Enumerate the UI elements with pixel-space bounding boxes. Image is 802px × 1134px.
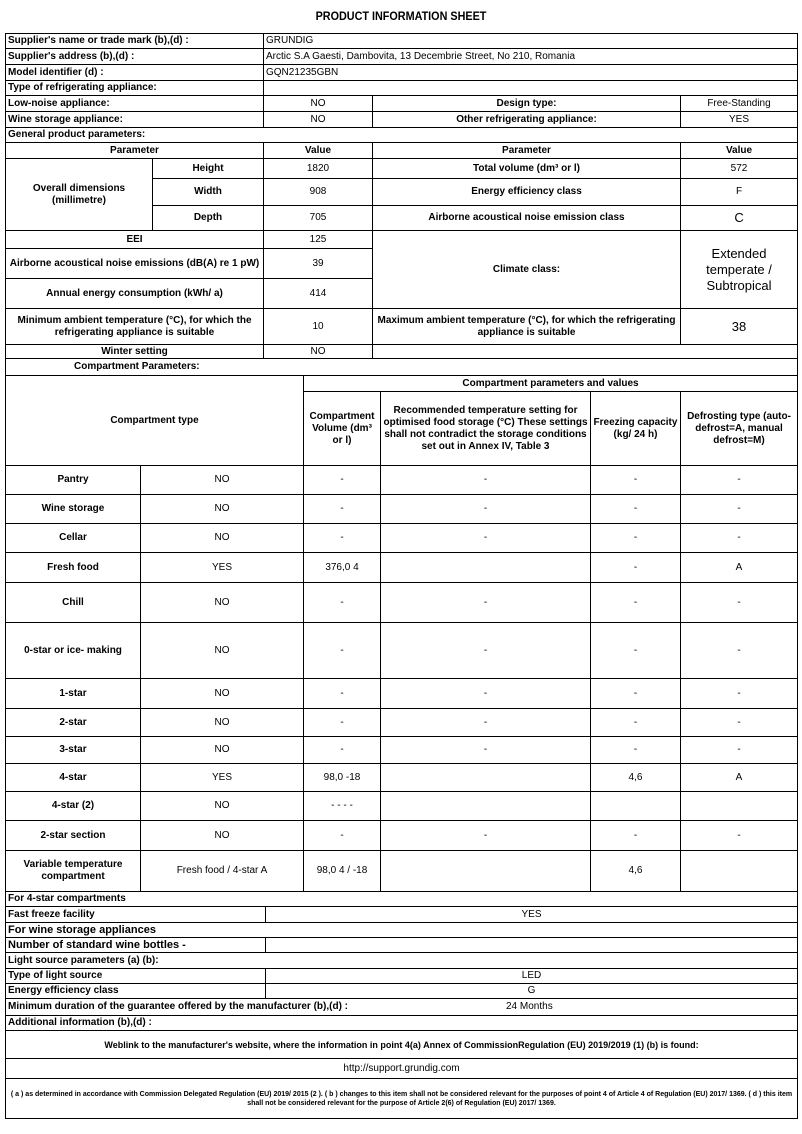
compartment-name: 2-star section	[6, 821, 141, 851]
compartment-defrost: -	[681, 709, 798, 737]
eei-value: 125	[264, 231, 373, 249]
compartment-defrost: -	[681, 679, 798, 709]
compartment-present: NO	[141, 679, 304, 709]
guarantee-row	[6, 999, 798, 1016]
width-value: 908	[264, 179, 373, 206]
compartment-freezing: -	[591, 821, 681, 851]
compartment-temp: -	[381, 679, 591, 709]
wine-appliances-label: For wine storage appliances	[6, 923, 798, 938]
compartment-row	[6, 553, 798, 583]
compartment-defrost	[681, 851, 798, 892]
low-noise-label: Low-noise appliance:	[6, 96, 264, 112]
light-class-label: Energy efficiency class	[6, 984, 266, 999]
compartment-freezing: -	[591, 495, 681, 524]
compartment-temp	[381, 851, 591, 892]
compartment-row	[6, 737, 798, 764]
page-title: PRODUCT INFORMATION SHEET	[315, 9, 487, 23]
additional-info-label: Additional information (b),(d) :	[6, 1016, 798, 1031]
value-header: Value	[264, 143, 373, 159]
compartment-freezing: -	[591, 466, 681, 495]
compartment-defrost	[681, 792, 798, 821]
bottom-table	[5, 891, 798, 1119]
compartment-present: NO	[141, 623, 304, 679]
compartment-present: Fresh food / 4-star A	[141, 851, 304, 892]
compartment-present: NO	[141, 709, 304, 737]
defrost-header: Defrosting type (auto-defrost=A, manual defrost=M)	[681, 392, 798, 466]
supplier-name-label: Supplier's name or trade mark (b),(d) :	[6, 34, 264, 49]
annual-energy-label: Annual energy consumption (kWh/ a)	[6, 279, 264, 309]
compartment-volume: 98,0 4 / -18	[304, 851, 381, 892]
compartment-volume: -	[304, 623, 381, 679]
compartment-volume: -	[304, 583, 381, 623]
compartment-row	[6, 583, 798, 623]
energy-class-label: Energy efficiency class	[373, 179, 681, 206]
compartment-freezing: -	[591, 709, 681, 737]
temperature-header: Recommended temperature setting for optimised food storage (°C) These settings shall not contradict the storage conditions set out in Annex IV, Table 3	[381, 392, 591, 466]
total-volume-label: Total volume (dm³ or l)	[373, 159, 681, 179]
dimensions-label: Overall dimensions (millimetre)	[6, 159, 153, 231]
compartment-table	[5, 358, 798, 892]
compartment-name: Fresh food	[6, 553, 141, 583]
compartment-defrost: A	[681, 764, 798, 792]
compartment-present: YES	[141, 764, 304, 792]
compartment-defrost: A	[681, 553, 798, 583]
param-header: Parameter	[6, 143, 264, 159]
compartment-freezing: -	[591, 679, 681, 709]
compartment-defrost: -	[681, 821, 798, 851]
climate-class-label: Climate class:	[373, 231, 681, 309]
four-star-label: For 4-star compartments	[6, 892, 798, 907]
fast-freeze-label: Fast freeze facility	[6, 907, 266, 923]
compartment-name: 4-star (2)	[6, 792, 141, 821]
other-appliance-value: YES	[681, 112, 798, 128]
compartment-row	[6, 851, 798, 892]
max-temp-value: 38	[681, 309, 798, 345]
wine-bottles-label: Number of standard wine bottles -	[6, 938, 266, 953]
compartment-volume: -	[304, 495, 381, 524]
compartment-row	[6, 524, 798, 553]
compartment-temp: -	[381, 524, 591, 553]
compartment-row	[6, 821, 798, 851]
compartment-volume: -	[304, 524, 381, 553]
appliance-type-value	[264, 81, 798, 96]
supplier-name: GRUNDIG	[264, 34, 798, 49]
compartment-present: NO	[141, 466, 304, 495]
weblink-label: Weblink to the manufacturer's website, where the information in point 4(a) Annex of CommissionRegulation (EU) 2019/2019 (1) (b) is found:	[6, 1031, 798, 1059]
compartment-freezing	[591, 792, 681, 821]
energy-class-value: F	[681, 179, 798, 206]
compartment-name: Chill	[6, 583, 141, 623]
appliance-type-label: Type of refrigerating appliance:	[6, 81, 264, 96]
compartment-name: 0-star or ice- making	[6, 623, 141, 679]
compartment-name: 3-star	[6, 737, 141, 764]
winter-setting-label: Winter setting	[6, 345, 264, 359]
max-temp-label: Maximum ambient temperature (°C), for which the refrigerating appliance is suitable	[373, 309, 681, 345]
depth-value: 705	[264, 206, 373, 231]
compartment-name: Wine storage	[6, 495, 141, 524]
min-temp-label: Minimum ambient temperature (°C), for which the refrigerating appliance is suitable	[6, 309, 264, 345]
wine-storage-label: Wine storage appliance:	[6, 112, 264, 128]
wine-bottles-value	[266, 938, 798, 953]
compartment-volume: -	[304, 709, 381, 737]
compartment-present: NO	[141, 495, 304, 524]
guarantee-value: 24 Months	[506, 1001, 553, 1012]
compartment-freezing: -	[591, 583, 681, 623]
manufacturer-url[interactable]: http://support.grundig.com	[6, 1059, 798, 1079]
model-label: Model identifier (d) :	[6, 65, 264, 81]
winter-setting-value: NO	[264, 345, 373, 359]
compartment-temp: -	[381, 709, 591, 737]
compartment-volume: 376,0 4	[304, 553, 381, 583]
compartment-name: Cellar	[6, 524, 141, 553]
compartment-name: 2-star	[6, 709, 141, 737]
compartment-freezing: -	[591, 553, 681, 583]
supplier-address-label: Supplier's address (b),(d) :	[6, 49, 264, 65]
climate-class-value: Extended temperate / Subtropical	[681, 231, 798, 309]
compartment-row	[6, 764, 798, 792]
wine-storage-value: NO	[264, 112, 373, 128]
compartment-row	[6, 466, 798, 495]
compartment-volume: - - - -	[304, 792, 381, 821]
guarantee-label: Minimum duration of the guarantee offered by the manufacturer (b),(d) :	[8, 1001, 349, 1012]
compartment-temp: -	[381, 737, 591, 764]
compartment-temp: -	[381, 821, 591, 851]
compartment-type-header: Compartment type	[6, 376, 304, 466]
compartment-defrost: -	[681, 737, 798, 764]
light-source-label: Light source parameters (a) (b):	[6, 953, 798, 969]
compartment-defrost: -	[681, 623, 798, 679]
freezing-header: Freezing capacity (kg/ 24 h)	[591, 392, 681, 466]
light-class-value: G	[266, 984, 798, 999]
compartment-row	[6, 623, 798, 679]
compartment-present: NO	[141, 821, 304, 851]
design-type-label: Design type:	[373, 96, 681, 112]
compartment-temp: -	[381, 583, 591, 623]
compartment-present: NO	[141, 792, 304, 821]
noise-class-value: C	[681, 206, 798, 231]
compartment-freezing: -	[591, 623, 681, 679]
compartment-volume: 98,0 -18	[304, 764, 381, 792]
compartment-present: YES	[141, 553, 304, 583]
compartment-present: NO	[141, 524, 304, 553]
compartment-volume: -	[304, 821, 381, 851]
compartment-temp: -	[381, 466, 591, 495]
compartment-freezing: -	[591, 524, 681, 553]
compartment-temp	[381, 792, 591, 821]
compartment-defrost: -	[681, 466, 798, 495]
compartment-params-label: Compartment Parameters:	[6, 359, 798, 376]
light-type-label: Type of light source	[6, 969, 266, 984]
height-label: Height	[153, 159, 264, 179]
height-value: 1820	[264, 159, 373, 179]
compartment-volume: -	[304, 466, 381, 495]
compartment-temp: -	[381, 495, 591, 524]
compartment-name: Variable temperature compartment	[6, 851, 141, 892]
noise-emission-label: Airborne acoustical noise emissions (dB(A) re 1 pW)	[6, 249, 264, 279]
design-type-value: Free-Standing	[681, 96, 798, 112]
width-label: Width	[153, 179, 264, 206]
depth-label: Depth	[153, 206, 264, 231]
compartment-defrost: -	[681, 495, 798, 524]
model-identifier: GQN21235GBN	[264, 65, 798, 81]
min-temp-value: 10	[264, 309, 373, 345]
compartment-freezing: 4,6	[591, 764, 681, 792]
compartment-volume: -	[304, 737, 381, 764]
light-type-value: LED	[266, 969, 798, 984]
compartment-row	[6, 709, 798, 737]
volume-header: Compartment Volume (dm³ or l)	[304, 392, 381, 466]
compartment-name: Pantry	[6, 466, 141, 495]
compartment-temp	[381, 764, 591, 792]
compartment-present: NO	[141, 583, 304, 623]
compartment-present: NO	[141, 737, 304, 764]
value-header-2: Value	[681, 143, 798, 159]
supplier-table	[5, 33, 798, 359]
noise-class-label: Airborne acoustical noise emission class	[373, 206, 681, 231]
empty-cell	[373, 345, 798, 359]
low-noise-value: NO	[264, 96, 373, 112]
compartment-row	[6, 792, 798, 821]
eei-label: EEI	[6, 231, 264, 249]
param-header-2: Parameter	[373, 143, 681, 159]
noise-emission-value: 39	[264, 249, 373, 279]
other-appliance-label: Other refrigerating appliance:	[373, 112, 681, 128]
general-params-label: General product parameters:	[6, 128, 798, 143]
supplier-address: Arctic S.A Gaesti, Dambovita, 13 Decembrie Street, No 210, Romania	[264, 49, 798, 65]
total-volume-value: 572	[681, 159, 798, 179]
compartment-temp: -	[381, 623, 591, 679]
compartment-defrost: -	[681, 524, 798, 553]
footnote: ( a ) as determined in accordance with Commission Delegated Regulation (EU) 2019/ 2015 (2 ). ( b ) changes to this item shall not be considered relevant for the purposes of point 4 of Article 4 of Regulation (EU) 2017/ 1369. ( d ) this item shall not be considered relevant for the purpose of Article 2(6) of Regulation (EU) 2017/ 1369.	[6, 1079, 798, 1119]
fast-freeze-value: YES	[266, 907, 798, 923]
compartment-name: 4-star	[6, 764, 141, 792]
compartment-freezing: -	[591, 737, 681, 764]
annual-energy-value: 414	[264, 279, 373, 309]
compartment-row	[6, 679, 798, 709]
compartment-volume: -	[304, 679, 381, 709]
compartment-group-header: Compartment parameters and values	[304, 376, 798, 392]
compartment-freezing: 4,6	[591, 851, 681, 892]
compartment-row	[6, 495, 798, 524]
compartment-defrost: -	[681, 583, 798, 623]
compartment-temp	[381, 553, 591, 583]
compartment-name: 1-star	[6, 679, 141, 709]
